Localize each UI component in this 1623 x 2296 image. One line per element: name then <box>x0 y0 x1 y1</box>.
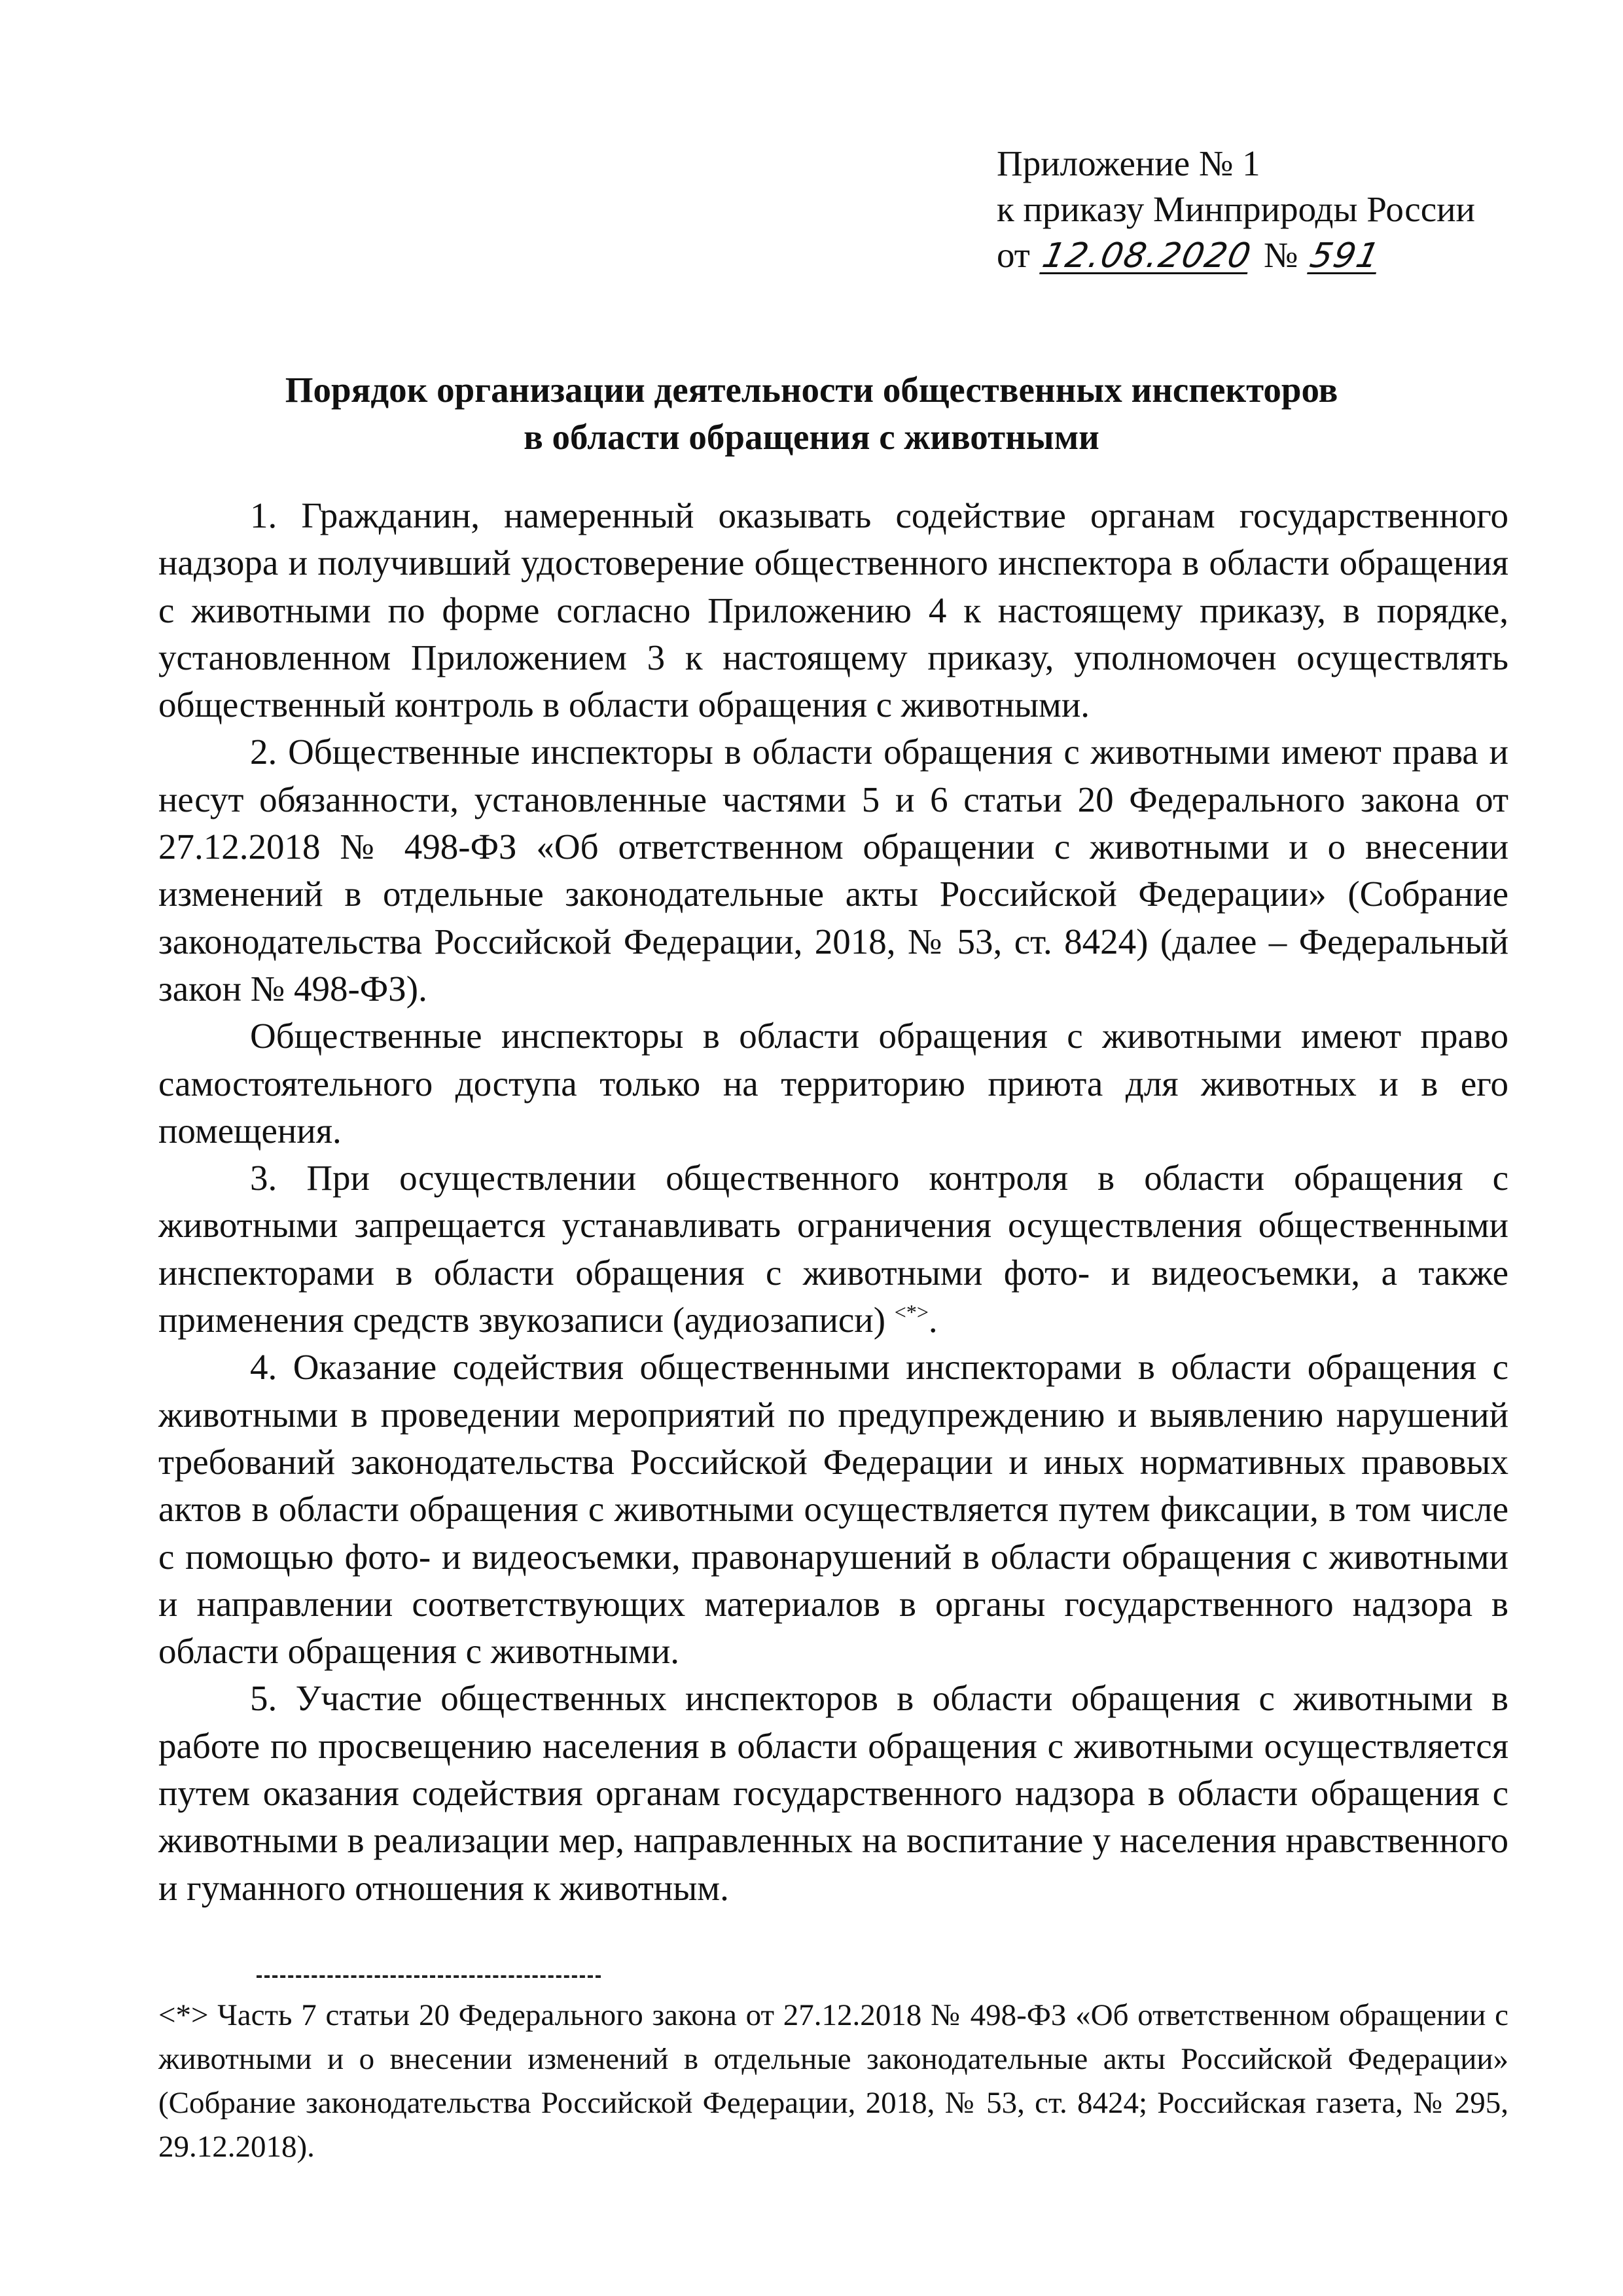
footnote <box>158 1994 1508 2169</box>
appendix-header <box>997 141 1586 279</box>
order-date-line <box>997 232 1586 279</box>
footnote-marker: <*> <box>894 1300 929 1324</box>
paragraph-3-end: . <box>928 1300 938 1340</box>
number-sign: № <box>1264 235 1298 275</box>
handwritten-date: 12.08.2020 <box>1039 236 1255 276</box>
order-reference: к приказу Минприроды России <box>997 189 1475 229</box>
paragraph-3 <box>158 1155 1508 1344</box>
document-title <box>157 367 1466 461</box>
paragraph-1: 1. Гражданин, намеренный оказывать содействие органам государственного надзора и получивший удостоверение общественного инспектора в области обращения с животными по форме согласно Приложению 4 к настоящему приказу, в порядке, установленном Приложением 3 к настоящему приказу, уполномочен осуществлять общественный контроль в области обращения с животными. <box>158 495 1508 725</box>
title-line-1: Порядок организации деятельности общественных инспекторов <box>285 370 1338 410</box>
date-prefix: от <box>997 235 1030 275</box>
document-body <box>158 492 1508 1912</box>
footnote-text: <*> Часть 7 статьи 20 Федерального закона от 27.12.2018 № 498-ФЗ «Об ответственном обращении с животными и о внесении изменений в отдельные законодательные акты Российской Федерации» (Собрание законодательства Российской Федерации, 2018, № 53, ст. 8424; Российская газета, № 295, 29.12.2018). <box>158 1998 1508 2164</box>
footnote-separator <box>257 1975 601 1978</box>
paragraph-2-continued: Общественные инспекторы в области обращения с животными имеют право самостоятельного доступа только на территорию приюта для животных и в его помещения. <box>158 1016 1508 1151</box>
handwritten-order-number: 591 <box>1306 236 1384 276</box>
paragraph-3-text: 3. При осуществлении общественного контроля в области обращения с животными запрещается устанавливать ограничения осуществления общественными инспекторами в области обращения с животными фото- и видеосъемки, а также применения средств звукозаписи (аудиозаписи) <box>158 1158 1508 1340</box>
paragraph-5: 5. Участие общественных инспекторов в области обращения с животными в работе по просвещению населения в области обращения с животными осуществляется путем оказания содействия органам государственного надзора в области обращения с животными в реализации мер, направленных на воспитание у населения нравственного и гуманного отношения к животным. <box>158 1678 1508 1908</box>
appendix-number: Приложение № 1 <box>997 143 1260 183</box>
paragraph-4: 4. Оказание содействия общественными инспекторами в области обращения с животными в проведении мероприятий по предупреждению и выявлению нарушений требований законодательства Российской Федерации и иных нормативных правовых актов в области обращения с животными осуществляется путем фиксации, в том числе с помощью фото- и видеосъемки, правонарушений в области обращения с животными и направлении соответствующих материалов в органы государственного надзора в области обращения с животными. <box>158 1347 1508 1672</box>
title-line-2: в области обращения с животными <box>524 417 1099 457</box>
paragraph-2: 2. Общественные инспекторы в области обращения с животными имеют права и несут обязанности, установленные частями 5 и 6 статьи 20 Федерального закона от 27.12.2018 № 498-ФЗ «Об ответственном обращении с животными и о внесении изменений в отдельные законодательные акты Российской Федерации» (Собрание законодательства Российской Федерации, 2018, № 53, ст. 8424) (далее – Федеральный закон № 498-ФЗ). <box>158 732 1508 1009</box>
